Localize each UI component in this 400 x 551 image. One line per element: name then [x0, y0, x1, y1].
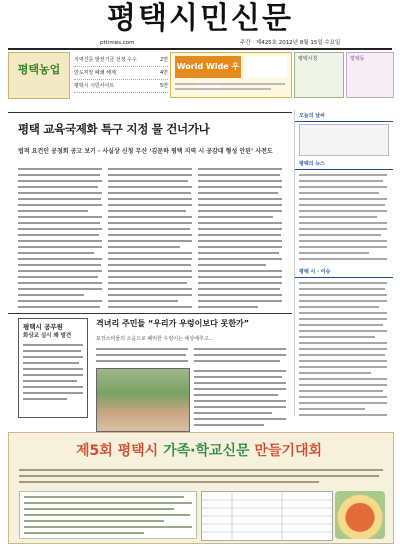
- masthead: [0, 0, 400, 38]
- ad-district-text: 평택동: [350, 56, 365, 62]
- article-column-3: [198, 166, 282, 310]
- right-sidebar: [294, 110, 393, 416]
- box-title-1: 평택시 공무원: [23, 323, 63, 331]
- info-bar: [8, 38, 392, 50]
- ad-district[interactable]: [346, 52, 394, 98]
- banner-details: [19, 491, 197, 539]
- box-title-2: 화상교 실시 왜 발견: [23, 333, 72, 339]
- story-headline[interactable]: 격녀리 주민들 “우리가 우렁이보다 못한가”: [96, 319, 250, 328]
- text-lines: [19, 467, 383, 487]
- text-lines: [299, 172, 387, 262]
- sidebar-news-list: [295, 170, 393, 266]
- ad-agriculture[interactable]: [8, 52, 70, 99]
- sidebar-issue-heading: 평택 시 · 이슈: [295, 266, 393, 278]
- fruit-illustration: [335, 491, 385, 539]
- weather-box: [299, 124, 389, 156]
- text-lines: [96, 346, 286, 366]
- text-lines: [24, 494, 192, 536]
- story-photo[interactable]: [96, 368, 190, 432]
- section-rule: [8, 313, 292, 314]
- ad-agriculture-title: 평택농업: [17, 63, 61, 76]
- text-lines: [108, 166, 192, 310]
- article-column-1: [18, 166, 102, 310]
- toc-item[interactable]: 만도직장 폐쇄 해제 4면: [74, 67, 168, 80]
- text-lines: [198, 166, 282, 310]
- toc-item[interactable]: 지역신문 발전기금 선정 우수 2면: [74, 54, 168, 67]
- main-headline[interactable]: 평택 교육국제화 특구 지정 물 건너가나: [18, 122, 210, 136]
- story-subhead: 포장소비물의 소음으로 폐익한 우렁이는 예상배추고…: [96, 336, 214, 342]
- text-lines: [299, 280, 387, 420]
- ad-bank-title: World Wide 우: [175, 56, 241, 78]
- text-lines: [194, 368, 286, 430]
- article-column-2: [108, 166, 192, 310]
- ad-city[interactable]: [294, 52, 344, 98]
- site-url[interactable]: pttimes.com: [100, 40, 135, 46]
- banner-schedule-table: [201, 491, 333, 541]
- ad-city-text: 평택시청: [298, 56, 318, 62]
- table-of-contents: [74, 54, 168, 96]
- table-grid: [202, 492, 332, 540]
- contest-banner-ad[interactable]: [8, 432, 394, 544]
- story-body-text: [194, 368, 286, 430]
- newspaper-title: 평택시민신문: [107, 1, 293, 36]
- text-lines: [18, 166, 102, 310]
- sidebar-article-box[interactable]: [18, 318, 88, 418]
- ad-bank-text: [175, 81, 287, 94]
- toc-item[interactable]: 평택시 시민사이트 5면: [74, 80, 168, 93]
- story-intro-text: [96, 346, 286, 366]
- sidebar-issue-list: [295, 278, 393, 424]
- sidebar-weather-heading: 오늘의 날씨: [295, 110, 393, 122]
- ad-bank-side: [245, 56, 287, 78]
- issue-info: 주간 · 제425호 2012년 8월 15일 수요일: [240, 40, 341, 46]
- banner-description: [19, 467, 383, 487]
- text-lines: [23, 342, 83, 406]
- ad-bank[interactable]: [170, 52, 292, 98]
- section-rule: [8, 112, 292, 113]
- main-subhead: 법적 요건인 공청회 공고 보기 · 사실상 신청 무산 ‘김문하 평택 지역 시 공감대 형성 안된’ 사전도: [18, 148, 273, 155]
- banner-title: 제5회 평택시 가족·학교신문 만들기대회: [75, 443, 323, 459]
- sidebar-news-heading: 평택의 뉴스: [295, 158, 393, 170]
